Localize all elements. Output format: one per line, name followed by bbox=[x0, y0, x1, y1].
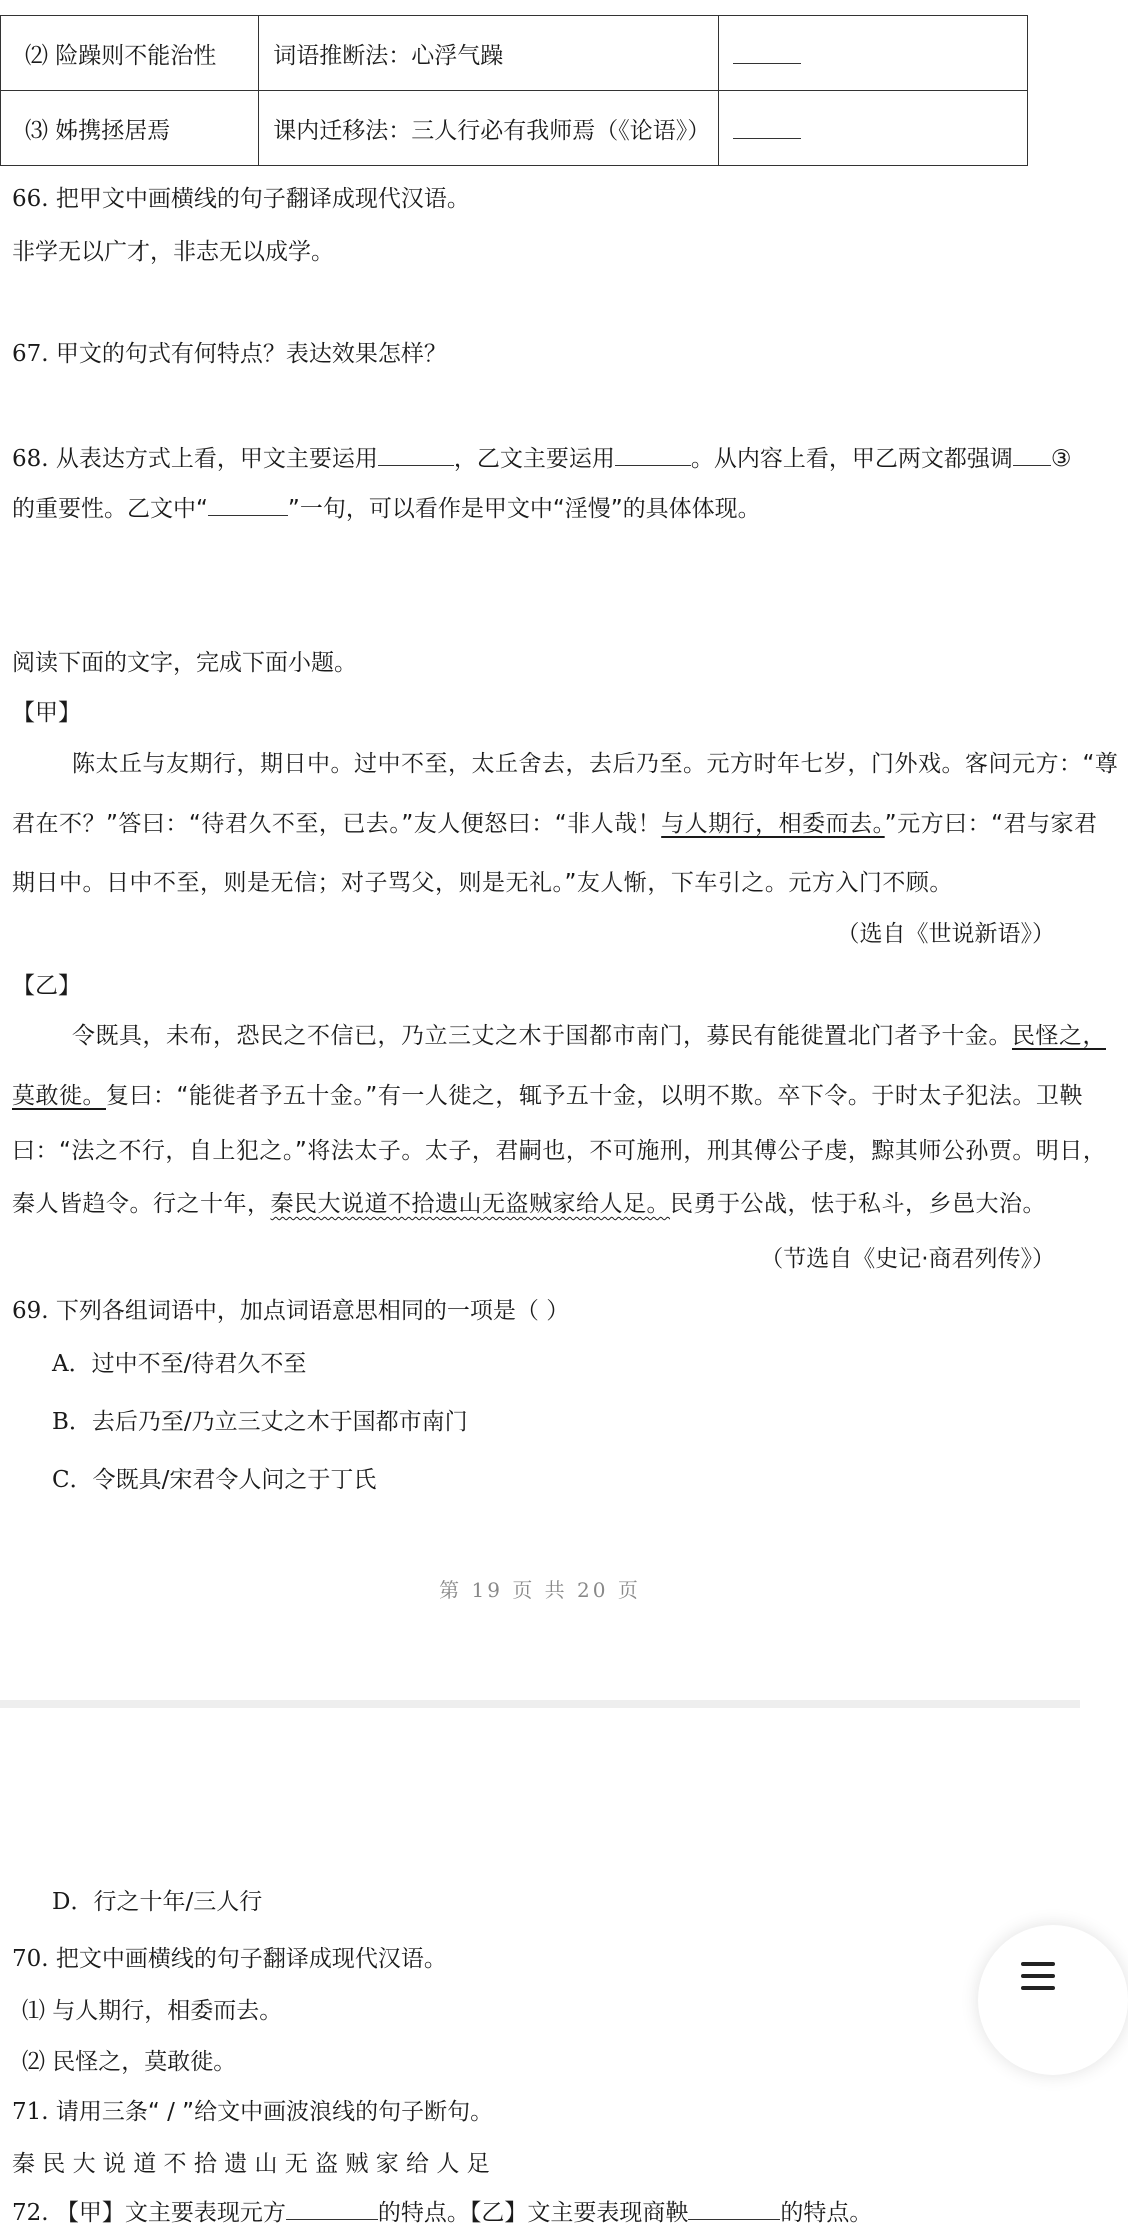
option-label: D． bbox=[52, 1889, 94, 1915]
question-72 bbox=[12, 2194, 872, 2227]
text-span: 秦人皆趋令。行之十年， bbox=[12, 1191, 271, 1217]
page-footer: 第 19 页 共 20 页 bbox=[439, 1578, 641, 1602]
question-number: 69. bbox=[12, 1298, 49, 1324]
question-number: 72. bbox=[12, 2200, 49, 2226]
table-cell-method: 课内迁移法：三人行必有我师焉（《论语》） bbox=[259, 91, 719, 166]
passage-yi-label: 【乙】 bbox=[12, 973, 81, 999]
option-text: 去后乃至/乃立三丈之木于国都市南门 bbox=[91, 1409, 468, 1435]
question-69 bbox=[12, 1292, 569, 1325]
question-70-item: ⑴ 与人期行，相委而去。 bbox=[22, 1998, 283, 2024]
reading-intro: 阅读下面的文字，完成下面小题。 bbox=[12, 650, 357, 676]
fill-blank-2[interactable] bbox=[615, 441, 691, 466]
option-label: A． bbox=[52, 1351, 92, 1377]
option-text: 行之十年/三人行 bbox=[93, 1889, 263, 1915]
passage-yi-line: 曰：“法之不行，自上犯之。”将法太子。太子，君嗣也，不可施刑，刑其傅公子虔，黥其师公孙贾。明日， bbox=[12, 1138, 1107, 1164]
passage-jia-line bbox=[12, 805, 1098, 838]
option-a[interactable] bbox=[52, 1345, 306, 1378]
question-text: 把文中画横线的句子翻译成现代汉语。 bbox=[55, 1946, 447, 1972]
table-cell-word: ⑵ 险躁则不能治性 bbox=[1, 16, 259, 91]
question-text-part: 从表达方式上看，甲文主要运用 bbox=[55, 446, 378, 472]
passage-jia-line: 陈太丘与友期行，期日中。过中不至，太丘舍去，去后乃至。元方时年七岁，门外戏。客问元方：“尊 bbox=[72, 751, 1119, 777]
wavy-underlined-sentence: 秦民大说道不拾遗山无盗贼家给人足。 bbox=[270, 1191, 670, 1217]
passage-yi-source: （节选自《史记·商君列传》） bbox=[760, 1246, 1055, 1272]
question-70-item: ⑵ 民怪之，莫敢徙。 bbox=[22, 2049, 237, 2075]
question-number: 66. bbox=[12, 186, 49, 212]
question-text: 请用三条“ / ”给文中画波浪线的句子断句。 bbox=[55, 2099, 494, 2125]
question-number: 68. bbox=[12, 446, 49, 472]
underlined-sentence: 莫敢徙。 bbox=[12, 1083, 106, 1109]
text-span: 民勇于公战，怯于私斗，乡邑大治。 bbox=[670, 1191, 1046, 1217]
question-70 bbox=[12, 1940, 447, 1973]
question-text-part: 的特点。【乙】文主要表现商鞅 bbox=[377, 2200, 689, 2226]
answer-table bbox=[0, 15, 1028, 166]
option-label: C． bbox=[52, 1467, 93, 1493]
table-row bbox=[1, 91, 1028, 166]
text-span: ”元方曰：“君与家君 bbox=[884, 811, 1098, 837]
table-cell-method: 词语推断法：心浮气躁 bbox=[259, 16, 719, 91]
question-text-part: ，乙文主要运用 bbox=[453, 446, 615, 472]
passage-yi-line bbox=[72, 1017, 1106, 1050]
question-text-part: 【甲】文主要表现元方 bbox=[55, 2200, 286, 2226]
fill-blank-6[interactable] bbox=[688, 2195, 780, 2220]
underlined-sentence: 民怪之， bbox=[1012, 1023, 1106, 1049]
question-66 bbox=[12, 180, 470, 213]
table-cell-answer bbox=[718, 16, 1027, 91]
option-d[interactable] bbox=[52, 1883, 262, 1916]
option-text: 过中不至/待君久不至 bbox=[91, 1351, 307, 1377]
option-label: B． bbox=[52, 1409, 92, 1435]
option-text: 令既具/宋君令人问之于丁氏 bbox=[92, 1467, 377, 1493]
table-row bbox=[1, 16, 1028, 91]
question-number: 67. bbox=[12, 341, 49, 367]
option-c[interactable] bbox=[52, 1461, 376, 1494]
question-68-line2 bbox=[12, 490, 761, 523]
question-text-part: 。从内容上看，甲乙两文都强调 bbox=[690, 446, 1013, 472]
question-text-part: 的重要性。乙文中“ bbox=[12, 496, 208, 522]
question-66-sentence: 非学无以广才，非志无以成学。 bbox=[12, 239, 334, 265]
floating-menu-button[interactable] bbox=[978, 1925, 1128, 2075]
question-71-sentence: 秦 民 大 说 道 不 拾 遗 山 无 盗 贼 家 给 人 足 bbox=[12, 2151, 490, 2177]
passage-yi-line bbox=[12, 1077, 1083, 1110]
table-cell-word: ⑶ 姊携拯居焉 bbox=[1, 91, 259, 166]
text-span: 复曰：“能徙者予五十金。”有一人徙之，辄予五十金，以明不欺。卒下令。于时太子犯法。卫鞅 bbox=[106, 1083, 1083, 1109]
option-b[interactable] bbox=[52, 1403, 468, 1436]
question-text: 把甲文中画横线的句子翻译成现代汉语。 bbox=[55, 186, 470, 212]
fill-blank-1[interactable] bbox=[378, 441, 454, 466]
fill-blank-4[interactable] bbox=[208, 491, 288, 516]
text-span: 君在不？”答曰：“待君久不至，已去。”友人便怒曰：“非人哉！ bbox=[12, 811, 662, 837]
question-text-part: 的特点。 bbox=[780, 2200, 873, 2226]
passage-jia-line: 期日中。日中不至，则是无信；对子骂父，则是无礼。”友人惭，下车引之。元方入门不顾。 bbox=[12, 870, 953, 896]
table-cell-answer bbox=[718, 91, 1027, 166]
passage-yi-line bbox=[12, 1185, 1046, 1218]
answer-blank[interactable] bbox=[733, 112, 801, 139]
fill-blank-3[interactable] bbox=[1013, 441, 1051, 466]
hamburger-menu-icon[interactable] bbox=[1021, 1962, 1055, 1998]
underlined-sentence: 与人期行，相委而去。 bbox=[661, 811, 885, 837]
question-67 bbox=[12, 335, 447, 368]
question-number: 71. bbox=[12, 2099, 49, 2125]
question-number: 70. bbox=[12, 1946, 49, 1972]
question-text-part: ”一句，可以看作是甲文中“淫慢”的具体体现。 bbox=[287, 496, 761, 522]
blank-marker: ③ bbox=[1050, 446, 1072, 472]
question-68 bbox=[12, 440, 1072, 473]
question-text: 甲文的句式有何特点？表达效果怎样？ bbox=[55, 341, 447, 367]
question-71 bbox=[12, 2093, 493, 2126]
text-span: 令既具，未布，恐民之不信已，乃立三丈之木于国都市南门，募民有能徙置北门者予十金。 bbox=[72, 1023, 1012, 1049]
fill-blank-5[interactable] bbox=[286, 2195, 378, 2220]
page-divider bbox=[0, 1700, 1080, 1708]
passage-jia-label: 【甲】 bbox=[12, 700, 81, 726]
question-text: 下列各组词语中，加点词语意思相同的一项是（ ） bbox=[55, 1298, 570, 1324]
answer-blank[interactable] bbox=[733, 37, 801, 64]
passage-jia-source: （选自《世说新语》） bbox=[836, 921, 1055, 947]
